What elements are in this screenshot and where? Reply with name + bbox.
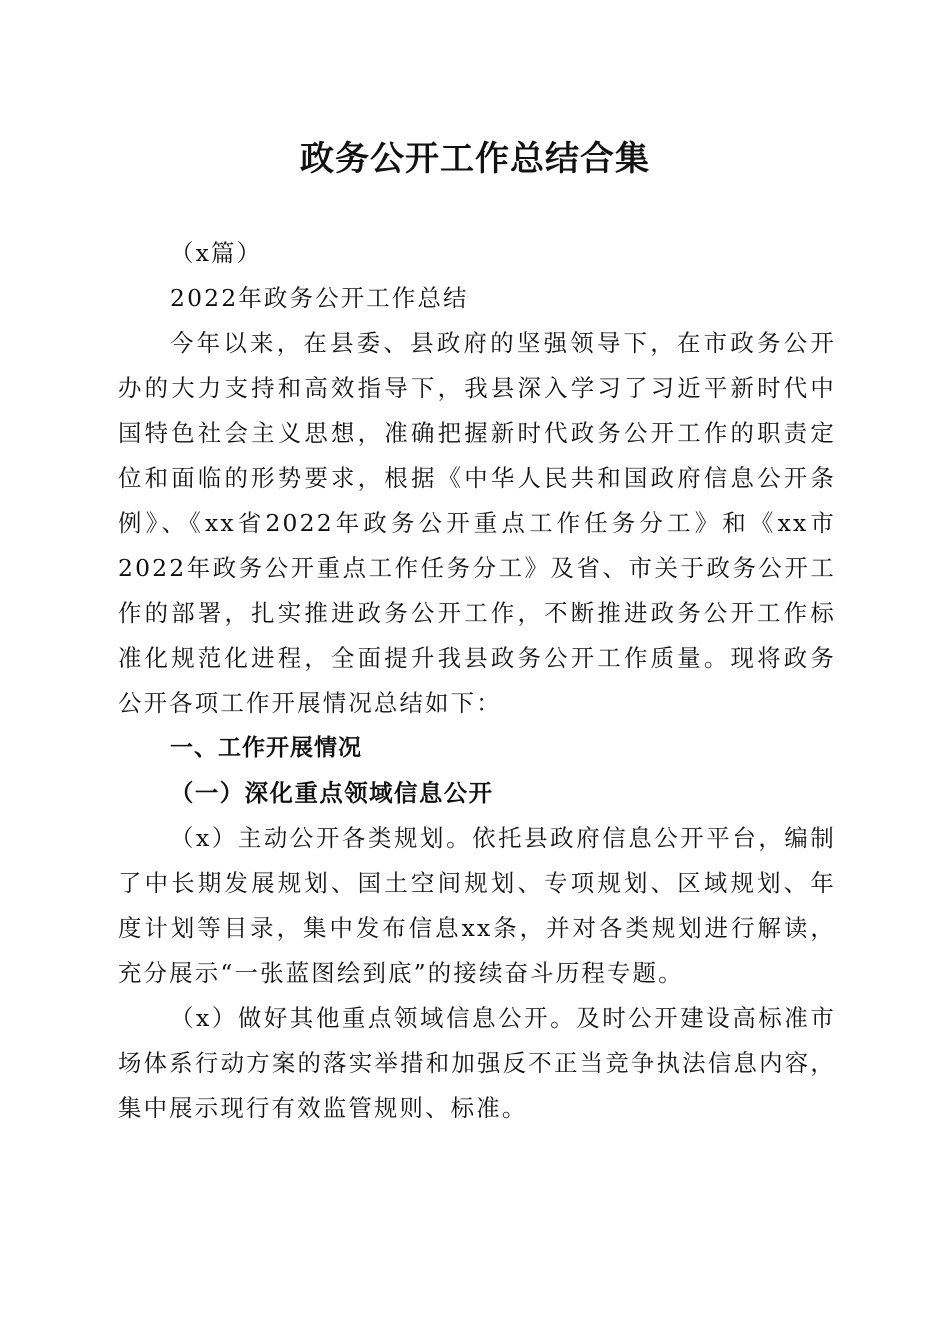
intro-line: 作的部署，扎实推进政务公开工作，不断推进政务公开工作标 <box>118 599 836 627</box>
document-subtitle: 2022年政务公开工作总结 <box>170 284 469 312</box>
intro-line: 例》、《xx省2022年政务公开重点工作任务分工》和《xx市 <box>118 509 836 537</box>
intro-line: 公开各项工作开展情况总结如下： <box>118 689 502 717</box>
document-title: 政务公开工作总结合集 <box>300 139 650 179</box>
paragraph-line: （x）主动公开各类规划。依托县政府信息公开平台，编制 <box>170 824 836 852</box>
paragraph-line: 集中展示现行有效监管规则、标准。 <box>118 1094 528 1122</box>
paragraph-line: 了中长期发展规划、国土空间规划、专项规划、区域规划、年 <box>118 869 836 897</box>
paragraph-line: 场体系行动方案的落实举措和加强反不正当竞争执法信息内容， <box>118 1049 836 1077</box>
intro-line: 准化规范化进程，全面提升我县政务公开工作质量。现将政务 <box>118 644 836 672</box>
intro-line: 2022年政务公开重点工作任务分工》及省、市关于政务公开工 <box>118 554 836 582</box>
section-label: （x篇） <box>170 239 263 267</box>
intro-line: 今年以来，在县委、县政府的坚强领导下，在市政务公开 <box>170 329 836 357</box>
document-body <box>118 231 836 1131</box>
intro-line: 国特色社会主义思想，准确把握新时代政务公开工作的职责定 <box>118 419 836 447</box>
intro-line: 办的大力支持和高效指导下，我县深入学习了习近平新时代中 <box>118 374 836 402</box>
paragraph-line: （x）做好其他重点领域信息公开。及时公开建设高标准市 <box>170 1004 836 1032</box>
subsection-heading: （一）深化重点领域信息公开 <box>170 779 494 807</box>
intro-line: 位和面临的形势要求，根据《中华人民共和国政府信息公开条 <box>118 464 836 492</box>
paragraph-line: 度计划等目录，集中发布信息xx条，并对各类规划进行解读， <box>118 914 836 942</box>
section-heading: 一、工作开展情况 <box>170 735 362 761</box>
paragraph-line: 充分展示“一张蓝图绘到底”的接续奋斗历程专题。 <box>118 959 684 987</box>
